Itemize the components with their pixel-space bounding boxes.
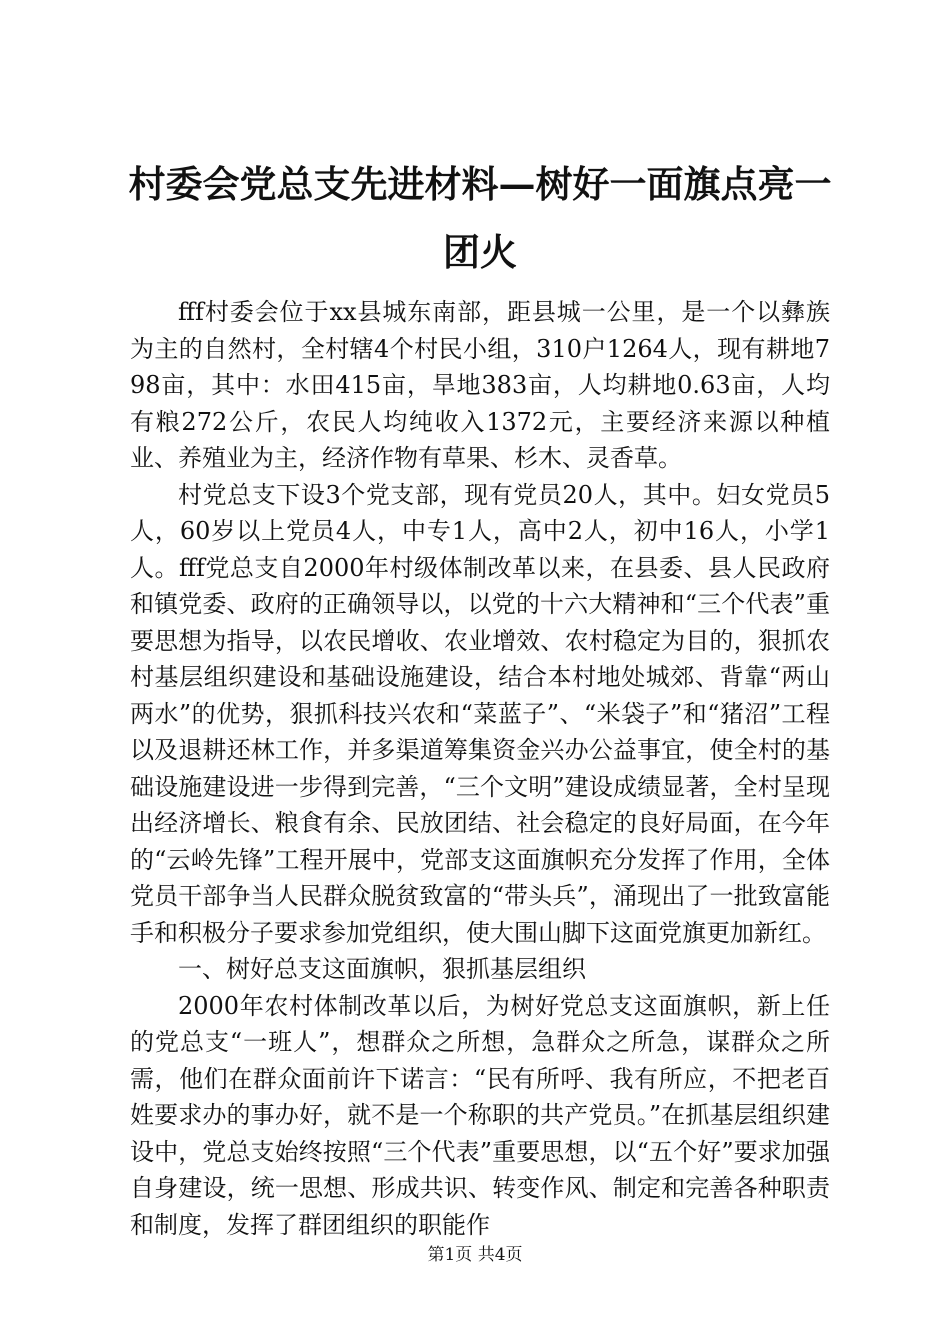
paragraph-reform: 2000年农村体制改革以后，为树好党总支这面旗帜，新上任的党总支“一班人”，想群众之所想，急群众之所急，谋群众之所需，他们在群众面前许下诺言：“民有所呼、我有所应，不把老百姓要求办的事办好，就不是一个称职的共产党员。”在抓基层组织建设中，党总支始终按照“三个代表”重要思想，以“五个好”要求加强自身建设，统一思想、形成共识、转变作风、制定和完善各种职责和制度，发挥了群团组织的职能作 xyxy=(130,991,830,1239)
paragraph-party-branch: 村党总支下设3个党支部，现有党员20人，其中。妇女党员5人，60岁以上党员4人，中专1人，高中2人，初中16人，小学1人。fff党总支自2000年村级体制改革以来，在县委、县人民政府和镇党委、政府的正确领导以，以党的十六大精神和“三个代表”重要思想为指导，以农民增收、农业增效、农村稳定为目的，狠抓农村基层组织建设和基础设施建设，结合本村地处城郊、背靠“两山两水”的优势，狠抓科技兴农和“菜蓝子”、“米袋子”和“猪沼”工程以及退耕还林工作，并多渠道筹集资金兴办公益事宜，使全村的基础设施建设进一步得到完善，“三个文明”建设成绩显著，全村呈现出经济增长、粮食有余、民放团结、社会稳定的良好局面，在今年的“云岭先锋”工程开展中，党部支这面旗帜充分发挥了作用，全体党员干部争当人民群众脱贫致富的“带头兵”，涌现出了一批致富能手和积极分子要求参加党组织，使大围山脚下这面党旗更加新红。 xyxy=(130,480,830,947)
paragraph-intro: fff村委会位于xx县城东南部，距县城一公里，是一个以彝族为主的自然村，全村辖4个村民小组，310户1264人，现有耕地798亩，其中：水田415亩，旱地383亩，人均耕地0.63亩，人均有粮272公斤，农民人均纯收入1372元，主要经济来源以种植业、养殖业为主，经济作物有草果、杉木、灵香草。 xyxy=(130,298,830,472)
document-body xyxy=(130,294,830,1243)
document-title: 村委会党总支先进材料—树好一面旗点亮一团火 xyxy=(128,162,832,274)
page-footer: 第1页 共4页 xyxy=(427,1245,523,1265)
section-heading-1: 一、树好总支这面旗帜，狠抓基层组织 xyxy=(178,955,586,983)
